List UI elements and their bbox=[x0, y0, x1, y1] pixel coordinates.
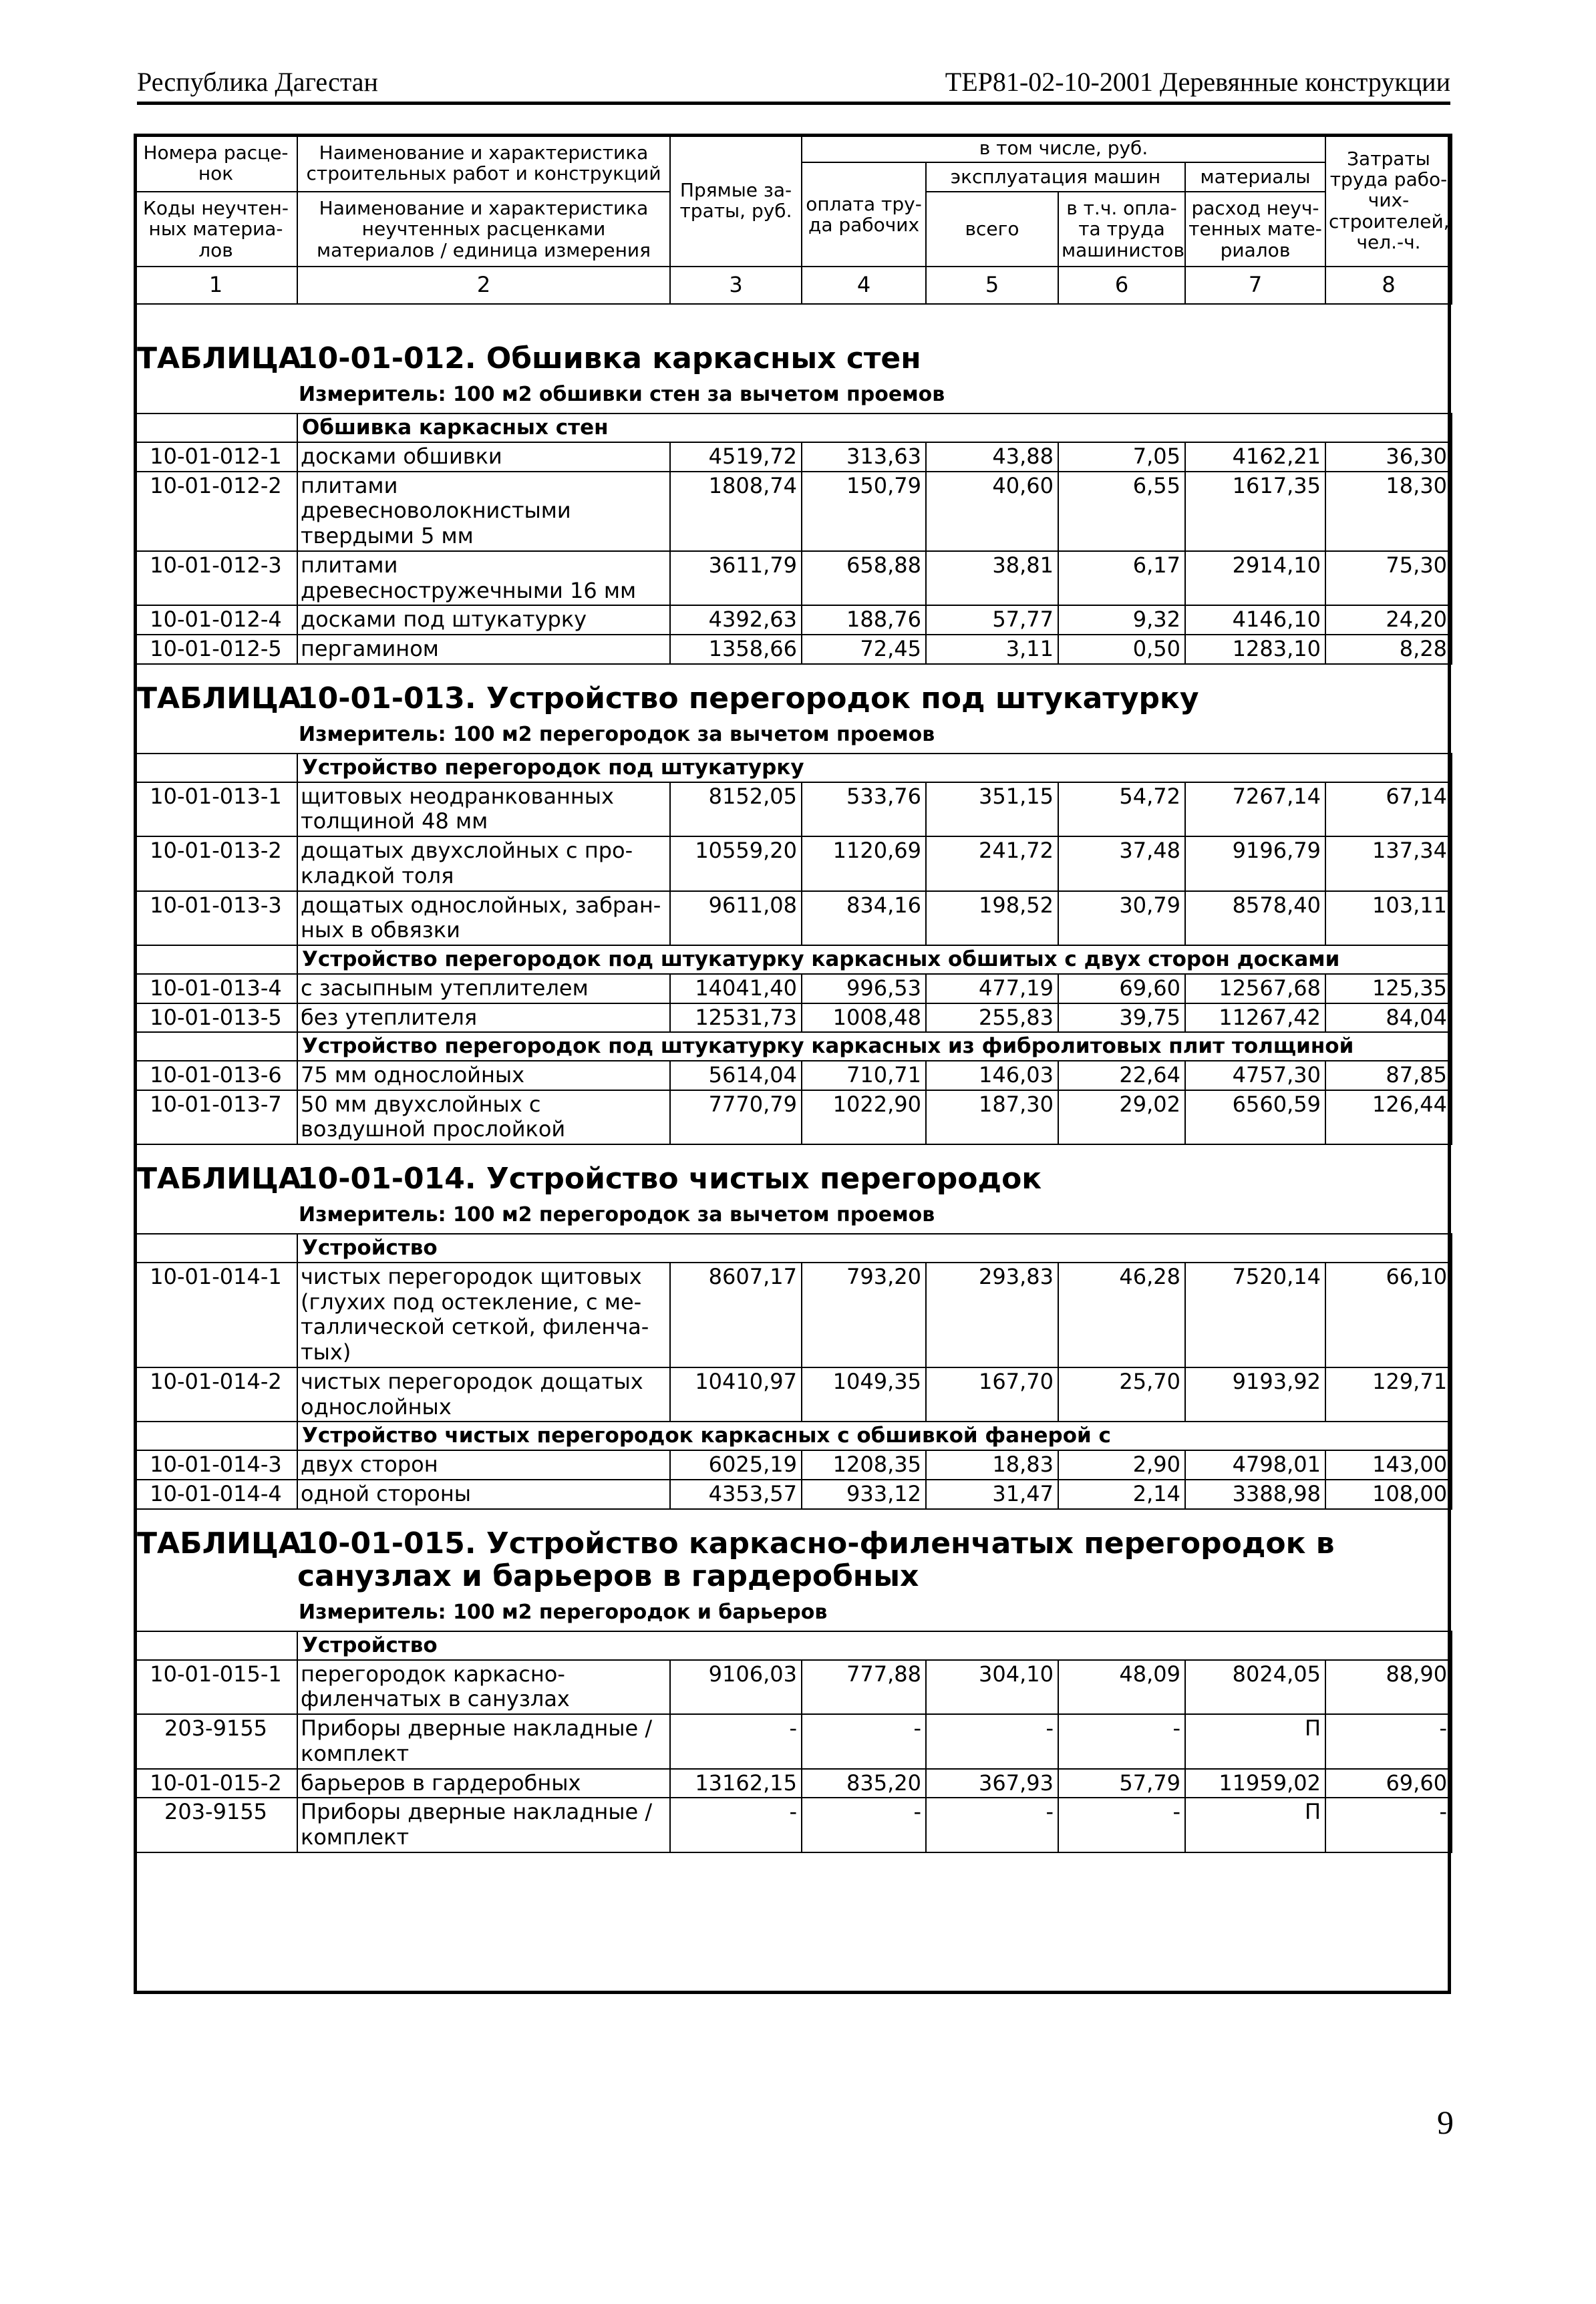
rate-name: двух сторон bbox=[297, 1450, 670, 1480]
value-cell: 0,50 bbox=[1058, 635, 1185, 664]
rate-code: 203-9155 bbox=[134, 1714, 297, 1769]
value-cell: 293,83 bbox=[926, 1263, 1058, 1367]
table-row bbox=[134, 974, 1452, 1003]
group-heading: Устройство чистых перегородок каркасных с обшивкой фанерой с bbox=[297, 1422, 1452, 1450]
value-cell: 255,83 bbox=[926, 1003, 1058, 1033]
value-cell: 313,63 bbox=[802, 442, 926, 472]
group-spacer bbox=[134, 414, 297, 442]
value-cell: 6,17 bbox=[1058, 551, 1185, 606]
value-cell: 36,30 bbox=[1325, 442, 1452, 472]
header-machinist-wages: в т.ч. опла- та труда машинистов bbox=[1058, 192, 1185, 267]
rates-table bbox=[134, 413, 1452, 665]
value-cell: 46,28 bbox=[1058, 1263, 1185, 1367]
value-cell: 241,72 bbox=[926, 836, 1058, 891]
rates-table bbox=[134, 1631, 1452, 1853]
group-spacer bbox=[134, 1631, 297, 1660]
rate-name: чистых перегородок дощатых однослойных bbox=[297, 1367, 670, 1422]
header-material-codes: Коды неучтен- ных материа- лов bbox=[134, 192, 297, 267]
value-cell: 6025,19 bbox=[670, 1450, 802, 1480]
section-title bbox=[134, 1527, 1451, 1593]
value-cell: 75,30 bbox=[1325, 551, 1452, 606]
rate-code: 10-01-013-6 bbox=[134, 1061, 297, 1090]
rate-code: 10-01-012-2 bbox=[134, 472, 297, 551]
section-title bbox=[134, 1162, 1451, 1195]
running-head-left: Республика Дагестан bbox=[137, 67, 378, 97]
value-cell: 1022,90 bbox=[802, 1090, 926, 1145]
value-cell: П bbox=[1185, 1714, 1325, 1769]
value-cell: 4162,21 bbox=[1185, 442, 1325, 472]
group-row bbox=[134, 945, 1452, 974]
group-spacer bbox=[134, 1234, 297, 1263]
rate-name: щитовых неодранкованных толщиной 48 мм bbox=[297, 782, 670, 837]
header-machine-total: всего bbox=[926, 192, 1058, 267]
section-title-keyword: ТАБЛИЦА bbox=[137, 1162, 301, 1196]
group-spacer bbox=[134, 945, 297, 974]
value-cell: 67,14 bbox=[1325, 782, 1452, 837]
value-cell: 14041,40 bbox=[670, 974, 802, 1003]
value-cell: 30,79 bbox=[1058, 891, 1185, 946]
value-cell: 12567,68 bbox=[1185, 974, 1325, 1003]
value-cell: 1358,66 bbox=[670, 635, 802, 664]
value-cell: 125,35 bbox=[1325, 974, 1452, 1003]
header-machine-operation: эксплуатация машин bbox=[926, 162, 1185, 192]
value-cell: 658,88 bbox=[802, 551, 926, 606]
column-number: 1 bbox=[134, 267, 297, 304]
value-cell: - bbox=[670, 1798, 802, 1852]
table-row bbox=[134, 836, 1452, 891]
value-cell: 143,00 bbox=[1325, 1450, 1452, 1480]
column-number: 7 bbox=[1185, 267, 1325, 304]
section-title-keyword: ТАБЛИЦА bbox=[137, 681, 301, 715]
table-row bbox=[134, 1480, 1452, 1509]
table-row bbox=[134, 551, 1452, 606]
section-title-keyword: ТАБЛИЦА bbox=[137, 341, 301, 375]
value-cell: 9196,79 bbox=[1185, 836, 1325, 891]
value-cell: - bbox=[802, 1798, 926, 1852]
group-spacer bbox=[134, 754, 297, 782]
table-row bbox=[134, 605, 1452, 635]
rate-name: дощатых однослойных, забран- ных в обвязки bbox=[297, 891, 670, 946]
rate-name: плитами древесностружечными 16 мм bbox=[297, 551, 670, 606]
rates-table bbox=[134, 753, 1452, 1145]
table-section bbox=[134, 1527, 1451, 1853]
rate-code: 10-01-014-1 bbox=[134, 1263, 297, 1367]
rate-code: 10-01-013-4 bbox=[134, 974, 297, 1003]
header-works-name: Наименование и характеристика строительных работ и конструкций bbox=[297, 134, 670, 192]
column-number: 6 bbox=[1058, 267, 1185, 304]
group-row bbox=[134, 1234, 1452, 1263]
header-wages: оплата тру- да рабочих bbox=[802, 162, 926, 267]
rate-name: плитами древесноволокнистыми твердыми 5 мм bbox=[297, 472, 670, 551]
page-number: 9 bbox=[1437, 2104, 1454, 2141]
table-row bbox=[134, 1263, 1452, 1367]
value-cell: 1617,35 bbox=[1185, 472, 1325, 551]
value-cell: 18,30 bbox=[1325, 472, 1452, 551]
value-cell: 137,34 bbox=[1325, 836, 1452, 891]
column-number: 8 bbox=[1325, 267, 1452, 304]
header-materials-name: Наименование и характеристика неучтенных расценками материалов / единица измерения bbox=[297, 192, 670, 267]
table-sections bbox=[134, 325, 1451, 1853]
value-cell: 9,32 bbox=[1058, 605, 1185, 635]
value-cell: 29,02 bbox=[1058, 1090, 1185, 1145]
rate-code: 10-01-012-4 bbox=[134, 605, 297, 635]
value-cell: 12531,73 bbox=[670, 1003, 802, 1033]
value-cell: 4392,63 bbox=[670, 605, 802, 635]
value-cell: 304,10 bbox=[926, 1660, 1058, 1715]
group-row bbox=[134, 414, 1452, 442]
value-cell: 7267,14 bbox=[1185, 782, 1325, 837]
value-cell: 8152,05 bbox=[670, 782, 802, 837]
value-cell: 7770,79 bbox=[670, 1090, 802, 1145]
value-cell: 69,60 bbox=[1058, 974, 1185, 1003]
rates-table bbox=[134, 1233, 1452, 1509]
header-direct-costs: Прямые за- траты, руб. bbox=[670, 134, 802, 267]
value-cell: 1049,35 bbox=[802, 1367, 926, 1422]
rate-code: 10-01-015-1 bbox=[134, 1660, 297, 1715]
value-cell: 2,90 bbox=[1058, 1450, 1185, 1480]
value-cell: 37,48 bbox=[1058, 836, 1185, 891]
value-cell: 57,79 bbox=[1058, 1769, 1185, 1798]
value-cell: П bbox=[1185, 1798, 1325, 1852]
column-number: 5 bbox=[926, 267, 1058, 304]
value-cell: 8024,05 bbox=[1185, 1660, 1325, 1715]
value-cell: 40,60 bbox=[926, 472, 1058, 551]
group-spacer bbox=[134, 1422, 297, 1450]
header-labor-costs: Затраты труда рабо- чих- строителей, чел.-ч. bbox=[1325, 134, 1452, 267]
rate-name: чистых перегородок щитовых (глухих под остекление, с ме- таллической сеткой, филенча- тых) bbox=[297, 1263, 670, 1367]
rate-code: 10-01-013-5 bbox=[134, 1003, 297, 1033]
column-header bbox=[134, 134, 1452, 305]
section-measure: Измеритель: 100 м2 обшивки стен за вычетом проемов bbox=[299, 383, 945, 407]
value-cell: 4519,72 bbox=[670, 442, 802, 472]
rate-code: 10-01-012-3 bbox=[134, 551, 297, 606]
value-cell: 793,20 bbox=[802, 1263, 926, 1367]
value-cell: 48,09 bbox=[1058, 1660, 1185, 1715]
value-cell: - bbox=[926, 1714, 1058, 1769]
column-number: 4 bbox=[802, 267, 926, 304]
value-cell: 187,30 bbox=[926, 1090, 1058, 1145]
value-cell: 710,71 bbox=[802, 1061, 926, 1090]
value-cell: 11959,02 bbox=[1185, 1769, 1325, 1798]
group-row bbox=[134, 1422, 1452, 1450]
group-heading: Устройство перегородок под штукатурку каркасных из фибролитовых плит толщиной bbox=[297, 1032, 1452, 1061]
value-cell: 2914,10 bbox=[1185, 551, 1325, 606]
value-cell: 777,88 bbox=[802, 1660, 926, 1715]
value-cell: - bbox=[926, 1798, 1058, 1852]
value-cell: 3,11 bbox=[926, 635, 1058, 664]
value-cell: 351,15 bbox=[926, 782, 1058, 837]
value-cell: - bbox=[802, 1714, 926, 1769]
section-measure: Измеритель: 100 м2 перегородок и барьеров bbox=[299, 1601, 828, 1625]
value-cell: 8,28 bbox=[1325, 635, 1452, 664]
table-row bbox=[134, 1714, 1452, 1769]
value-cell: 167,70 bbox=[926, 1367, 1058, 1422]
value-cell: 4757,30 bbox=[1185, 1061, 1325, 1090]
value-cell: 31,47 bbox=[926, 1480, 1058, 1509]
value-cell: 933,12 bbox=[802, 1480, 926, 1509]
rate-name: перегородок каркасно- филенчатых в санузлах bbox=[297, 1660, 670, 1715]
header-rate-numbers: Номера расце- нок bbox=[134, 134, 297, 192]
value-cell: 4146,10 bbox=[1185, 605, 1325, 635]
value-cell: 3611,79 bbox=[670, 551, 802, 606]
rate-code: 10-01-013-3 bbox=[134, 891, 297, 946]
table-row bbox=[134, 635, 1452, 664]
value-cell: 1120,69 bbox=[802, 836, 926, 891]
section-title-text: 10-01-014. Устройство чистых перегородок bbox=[297, 1162, 1042, 1196]
column-number: 2 bbox=[297, 267, 670, 304]
running-head-right: ТЕР81-02-10-2001 Деревянные конструкции bbox=[945, 67, 1450, 97]
rate-name: досками под штукатурку bbox=[297, 605, 670, 635]
value-cell: 72,45 bbox=[802, 635, 926, 664]
value-cell: 10559,20 bbox=[670, 836, 802, 891]
rate-code: 203-9155 bbox=[134, 1798, 297, 1852]
value-cell: 88,90 bbox=[1325, 1660, 1452, 1715]
table-row bbox=[134, 472, 1452, 551]
column-number: 3 bbox=[670, 267, 802, 304]
rate-name: с засыпным утеплителем bbox=[297, 974, 670, 1003]
group-heading: Устройство перегородок под штукатурку каркасных обшитых с двух сторон досками bbox=[297, 945, 1452, 974]
table-row bbox=[134, 1061, 1452, 1090]
value-cell: 8578,40 bbox=[1185, 891, 1325, 946]
value-cell: 24,20 bbox=[1325, 605, 1452, 635]
rate-code: 10-01-014-3 bbox=[134, 1450, 297, 1480]
value-cell: 126,44 bbox=[1325, 1090, 1452, 1145]
group-heading: Обшивка каркасных стен bbox=[297, 414, 1452, 442]
value-cell: 54,72 bbox=[1058, 782, 1185, 837]
rate-code: 10-01-012-1 bbox=[134, 442, 297, 472]
value-cell: 10410,97 bbox=[670, 1367, 802, 1422]
value-cell: 834,16 bbox=[802, 891, 926, 946]
value-cell: 22,64 bbox=[1058, 1061, 1185, 1090]
group-heading: Устройство bbox=[297, 1234, 1452, 1263]
group-spacer bbox=[134, 1032, 297, 1061]
rate-name: барьеров в гардеробных bbox=[297, 1769, 670, 1798]
value-cell: 4353,57 bbox=[670, 1480, 802, 1509]
section-title-text: 10-01-012. Обшивка каркасных стен bbox=[297, 341, 921, 375]
section-measure: Измеритель: 100 м2 перегородок за вычетом проемов bbox=[299, 1203, 935, 1227]
table-row bbox=[134, 1769, 1452, 1798]
group-row bbox=[134, 754, 1452, 782]
value-cell: 57,77 bbox=[926, 605, 1058, 635]
value-cell: 1008,48 bbox=[802, 1003, 926, 1033]
value-cell: 7,05 bbox=[1058, 442, 1185, 472]
table-row bbox=[134, 1003, 1452, 1033]
rate-name: одной стороны bbox=[297, 1480, 670, 1509]
running-head bbox=[137, 61, 1450, 105]
value-cell: 367,93 bbox=[926, 1769, 1058, 1798]
value-cell: 146,03 bbox=[926, 1061, 1058, 1090]
rate-code: 10-01-014-2 bbox=[134, 1367, 297, 1422]
value-cell: - bbox=[1325, 1798, 1452, 1852]
group-heading: Устройство перегородок под штукатурку bbox=[297, 754, 1452, 782]
value-cell: 198,52 bbox=[926, 891, 1058, 946]
header-unaccounted-materials: расход неуч- тенных мате- риалов bbox=[1185, 192, 1325, 267]
section-measure: Измеритель: 100 м2 перегородок за вычетом проемов bbox=[299, 723, 935, 747]
value-cell: 43,88 bbox=[926, 442, 1058, 472]
rate-code: 10-01-013-2 bbox=[134, 836, 297, 891]
header-including: в том числе, руб. bbox=[802, 134, 1325, 162]
value-cell: 9193,92 bbox=[1185, 1367, 1325, 1422]
value-cell: 66,10 bbox=[1325, 1263, 1452, 1367]
section-title bbox=[134, 342, 1451, 375]
rate-code: 10-01-013-7 bbox=[134, 1090, 297, 1145]
value-cell: 25,70 bbox=[1058, 1367, 1185, 1422]
value-cell: 38,81 bbox=[926, 551, 1058, 606]
section-title bbox=[134, 682, 1451, 715]
value-cell: 13162,15 bbox=[670, 1769, 802, 1798]
value-cell: 188,76 bbox=[802, 605, 926, 635]
value-cell: 3388,98 bbox=[1185, 1480, 1325, 1509]
value-cell: 108,00 bbox=[1325, 1480, 1452, 1509]
table-row bbox=[134, 1367, 1452, 1422]
value-cell: 1283,10 bbox=[1185, 635, 1325, 664]
value-cell: 6,55 bbox=[1058, 472, 1185, 551]
table-section bbox=[134, 682, 1451, 1145]
value-cell: 11267,42 bbox=[1185, 1003, 1325, 1033]
section-title-text: 10-01-013. Устройство перегородок под штукатурку bbox=[297, 681, 1199, 715]
value-cell: 477,19 bbox=[926, 974, 1058, 1003]
value-cell: - bbox=[670, 1714, 802, 1769]
rate-name: досками обшивки bbox=[297, 442, 670, 472]
value-cell: 996,53 bbox=[802, 974, 926, 1003]
value-cell: 835,20 bbox=[802, 1769, 926, 1798]
value-cell: 1208,35 bbox=[802, 1450, 926, 1480]
rate-code: 10-01-015-2 bbox=[134, 1769, 297, 1798]
group-row bbox=[134, 1631, 1452, 1660]
group-heading: Устройство bbox=[297, 1631, 1452, 1660]
value-cell: 7520,14 bbox=[1185, 1263, 1325, 1367]
value-cell: 1808,74 bbox=[670, 472, 802, 551]
group-row bbox=[134, 1032, 1452, 1061]
value-cell: 87,85 bbox=[1325, 1061, 1452, 1090]
rate-name: пергамином bbox=[297, 635, 670, 664]
value-cell: 6560,59 bbox=[1185, 1090, 1325, 1145]
value-cell: 39,75 bbox=[1058, 1003, 1185, 1033]
value-cell: 129,71 bbox=[1325, 1367, 1452, 1422]
rate-name: Приборы дверные накладные / комплект bbox=[297, 1714, 670, 1769]
value-cell: 533,76 bbox=[802, 782, 926, 837]
value-cell: 5614,04 bbox=[670, 1061, 802, 1090]
value-cell: 4798,01 bbox=[1185, 1450, 1325, 1480]
table-section bbox=[134, 1162, 1451, 1509]
table-row bbox=[134, 1798, 1452, 1852]
value-cell: 9106,03 bbox=[670, 1660, 802, 1715]
value-cell: 9611,08 bbox=[670, 891, 802, 946]
section-title-text: 10-01-015. Устройство каркасно-филенчатых перегородок в санузлах и барьеров в гардеробных bbox=[297, 1526, 1335, 1593]
table-row bbox=[134, 782, 1452, 837]
rate-code: 10-01-013-1 bbox=[134, 782, 297, 837]
rate-code: 10-01-012-5 bbox=[134, 635, 297, 664]
value-cell: 2,14 bbox=[1058, 1480, 1185, 1509]
table-row bbox=[134, 1450, 1452, 1480]
header-materials: материалы bbox=[1185, 162, 1325, 192]
rate-code: 10-01-014-4 bbox=[134, 1480, 297, 1509]
value-cell: - bbox=[1058, 1798, 1185, 1852]
table-row bbox=[134, 891, 1452, 946]
rate-name: дощатых двухслойных с про- кладкой толя bbox=[297, 836, 670, 891]
value-cell: - bbox=[1058, 1714, 1185, 1769]
value-cell: - bbox=[1325, 1714, 1452, 1769]
rate-name: без утеплителя bbox=[297, 1003, 670, 1033]
value-cell: 18,83 bbox=[926, 1450, 1058, 1480]
value-cell: 69,60 bbox=[1325, 1769, 1452, 1798]
table-section bbox=[134, 342, 1451, 665]
table-row bbox=[134, 1090, 1452, 1145]
value-cell: 150,79 bbox=[802, 472, 926, 551]
rate-name: 75 мм однослойных bbox=[297, 1061, 670, 1090]
value-cell: 103,11 bbox=[1325, 891, 1452, 946]
table-row bbox=[134, 442, 1452, 472]
value-cell: 84,04 bbox=[1325, 1003, 1452, 1033]
section-title-keyword: ТАБЛИЦА bbox=[137, 1526, 301, 1560]
rate-name: 50 мм двухслойных с воздушной прослойкой bbox=[297, 1090, 670, 1145]
value-cell: 8607,17 bbox=[670, 1263, 802, 1367]
table-row bbox=[134, 1660, 1452, 1715]
rate-name: Приборы дверные накладные / комплект bbox=[297, 1798, 670, 1852]
